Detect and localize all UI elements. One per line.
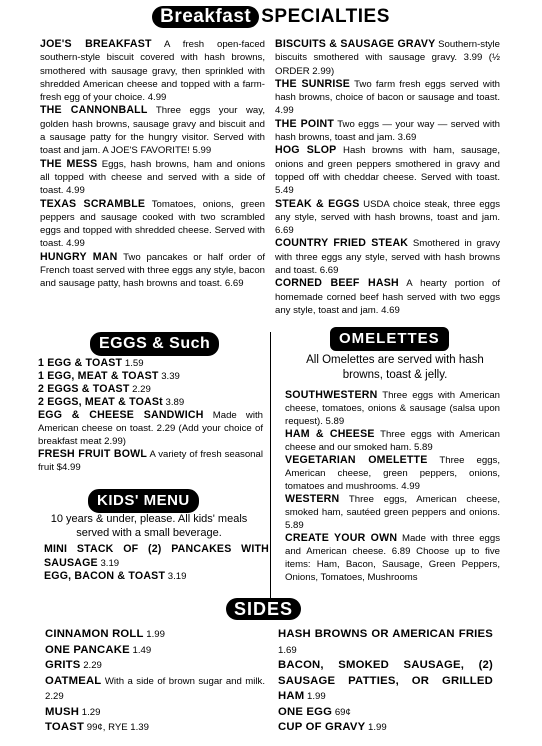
- menu-item: [45, 627, 265, 643]
- menu-item: [45, 720, 265, 736]
- menu-item: [38, 448, 263, 474]
- omelettes-section-header: [330, 327, 449, 351]
- menu-item-name: FRESH FRUIT BOWL: [38, 448, 148, 460]
- sides-right-column: [278, 627, 493, 736]
- menu-item: [38, 357, 263, 370]
- menu-item-name: COUNTRY FRIED STEAK: [275, 237, 409, 250]
- menu-item-name: ONE PANCAKE: [45, 643, 130, 656]
- menu-item-name: THE CANNONBALL: [40, 104, 148, 117]
- menu-item-desc: Two farm fresh eggs served with hash browns, choice of bacon or sausage and toast. 4.99: [275, 78, 500, 117]
- omelettes-header-label: OMELETTES: [330, 327, 449, 351]
- menu-item: [275, 237, 500, 277]
- menu-item-name: CREATE YOUR OWN: [285, 532, 398, 544]
- menu-item-name: HASH BROWNS OR AMERICAN FRIES: [278, 628, 493, 640]
- menu-item: [44, 543, 269, 570]
- menu-item-desc: Three eggs with American cheese, tomatoes, onions & sausage (salsa upon request). 5.89: [285, 390, 500, 427]
- menu-item-name: BACON, SMOKED SAUSAGE, (2) SAUSAGE PATTIES, OR GRILLED HAM: [278, 659, 493, 702]
- menu-item: [275, 144, 500, 197]
- sides-section-header: [226, 598, 301, 620]
- menu-item: [45, 643, 265, 659]
- menu-item-desc: 1.29: [81, 706, 101, 718]
- title-breakfast: Breakfast: [152, 6, 259, 28]
- kids-list: [44, 543, 269, 584]
- omelettes-note: All Omelettes are served with hash browns, toast & jelly.: [306, 354, 484, 381]
- menu-item-desc: A fresh open-faced southern-style biscuit covered with hash browns, smothered with sausage gravy, then sprinkled with shredded American cheese and topped with a farm-fresh egg of your choice. 4.99: [40, 39, 266, 104]
- menu-item: [275, 38, 500, 78]
- menu-item: [285, 428, 500, 454]
- menu-item-desc: Southern-style biscuits smothered with sausage gravy. 3.99 (½ ORDER 2.99): [275, 39, 501, 77]
- menu-item-desc: USDA choice steak, three eggs any style, served with hash browns, toast and jam. 6.69: [275, 198, 501, 237]
- menu-item-desc: Smothered in gravy with three eggs any style, served with hash browns and toast. 6.69: [275, 238, 501, 277]
- menu-item-desc: Three eggs, American cheese, green peppers, onions, tomatoes and mushrooms. 4.99: [285, 455, 501, 492]
- menu-item-desc: Three eggs, American cheese, smoked ham, sautéed green peppers and onions. 5.89: [285, 494, 500, 531]
- menu-item-name: EGG, BACON & TOAST: [44, 570, 166, 582]
- menu-item-name: THE SUNRISE: [275, 77, 350, 90]
- menu-item-name: SOUTHWESTERN: [285, 389, 378, 401]
- menu-item: [275, 118, 500, 145]
- menu-item-desc: Tomatoes, onions, green peppers and sausage cooked with two scrambled eggs and topped with shredded cheese. Served with toast. 4.99: [40, 198, 265, 250]
- menu-item-name: VEGETARIAN OMELETTE: [285, 454, 428, 466]
- menu-item: [40, 38, 265, 104]
- menu-item-name: WESTERN: [285, 493, 340, 505]
- menu-item-desc: Three eggs with American cheese and our smoked ham. 5.89: [285, 429, 500, 453]
- menu-item-name: CINNAMON ROLL: [45, 628, 144, 640]
- specialties-left-column: [40, 38, 265, 291]
- menu-item-name: MINI STACK OF (2) PANCAKES WITH SAUSAGE: [44, 543, 269, 569]
- menu-item-desc: 1.69: [278, 644, 297, 656]
- kids-header-label: KIDS' MENU: [88, 489, 199, 513]
- menu-item: [275, 78, 500, 118]
- menu-item-name: HUNGRY MAN: [40, 250, 118, 263]
- menu-item: [45, 705, 265, 721]
- menu-item-desc: 3.19: [167, 571, 187, 582]
- menu-item-desc: With a side of brown sugar and milk. 2.29: [45, 675, 265, 702]
- eggs-section-header: [90, 332, 219, 356]
- menu-item: [40, 104, 265, 157]
- menu-item-desc: 1.99: [146, 629, 165, 640]
- omelettes-list: [285, 389, 500, 584]
- menu-item-desc: 1.99: [368, 722, 387, 733]
- title-specialties: SPECIALTIES: [261, 6, 390, 27]
- menu-item-name: EGG & CHEESE SANDWICH: [38, 409, 204, 421]
- menu-item-desc: 1.49: [132, 644, 152, 656]
- menu-item: [278, 627, 493, 658]
- kids-section-header: [88, 489, 199, 513]
- menu-item-desc: 1.99: [307, 691, 326, 702]
- menu-item-name: GRITS: [45, 659, 81, 671]
- menu-item-name: 1 EGG, MEAT & TOAST: [38, 370, 159, 382]
- menu-item: [38, 370, 263, 383]
- menu-item: [44, 570, 269, 584]
- menu-item-desc: Made with three eggs and American cheese. 6.89 Choose up to five items: Ham, Bacon, Sausage, Green Peppers, Onions, Tomatoes, Mushrooms: [285, 533, 500, 583]
- menu-item-name: OATMEAL: [45, 674, 102, 687]
- menu-item-desc: Two eggs — your way — served with hash browns, toast and jam. 3.69: [275, 118, 500, 144]
- menu-item-desc: A hearty portion of homemade corned beef hash served with two eggs any style, toast and jam. 4.69: [275, 278, 501, 316]
- sides-left-column: [45, 627, 265, 736]
- menu-item: [40, 198, 265, 251]
- menu-item-desc: A variety of fresh seasonal fruit $4.99: [38, 449, 263, 473]
- menu-item: [275, 277, 500, 317]
- menu-item-name: CUP OF GRAVY: [278, 721, 366, 733]
- menu-item-name: HAM & CHEESE: [285, 428, 375, 440]
- menu-item: [40, 158, 265, 198]
- column-divider: [270, 332, 271, 607]
- menu-item: [275, 198, 500, 238]
- menu-item-name: HOG SLOP: [275, 144, 337, 157]
- menu-item: [38, 383, 263, 396]
- menu-item-name: THE MESS: [40, 157, 98, 170]
- menu-item-name: 2 EGGS & TOAST: [38, 383, 130, 395]
- menu-item-desc: 2.29: [132, 384, 151, 395]
- kids-note: 10 years & under, please. All kids' meals served with a small beverage.: [50, 513, 248, 539]
- menu-item-desc: 1.59: [124, 358, 144, 369]
- menu-item-desc: 3.39: [161, 371, 180, 382]
- menu-item-name: ONE EGG: [278, 705, 333, 718]
- menu-item: [278, 720, 493, 736]
- specialties-right-column: [275, 38, 500, 317]
- menu-item: [40, 251, 265, 291]
- menu-item-name: MUSH: [45, 705, 80, 718]
- menu-item-desc: Hash browns with ham, sausage, onions and green peppers smothered in gravy and topped off with cheddar cheese. Served with toast. 5.49: [275, 145, 500, 197]
- menu-item-desc: 2.29: [83, 660, 102, 671]
- menu-item-desc: 3.89: [165, 397, 185, 408]
- menu-item-desc: Eggs, hash browns, ham and onions all topped with cheese and served with a side of toast. 4.99: [40, 158, 265, 197]
- menu-item-name: 1 EGG & TOAST: [38, 357, 123, 369]
- menu-item-name: 2 EGGS, MEAT & TOASt: [38, 396, 163, 408]
- menu-item-name: TOAST: [45, 721, 85, 733]
- eggs-list: [38, 357, 263, 474]
- eggs-header-label: EGGS & Such: [90, 332, 219, 356]
- menu-item-desc: 69¢: [334, 706, 351, 718]
- menu-item: [38, 396, 263, 409]
- menu-item-desc: 3.19: [100, 557, 120, 569]
- menu-item-name: BISCUITS & SAUSAGE GRAVY: [275, 38, 436, 50]
- menu-item-name: STEAK & EGGS: [275, 197, 360, 210]
- menu-item: [45, 658, 265, 674]
- page-title: [0, 6, 542, 28]
- menu-item: [285, 454, 500, 493]
- sides-header-label: SIDES: [226, 598, 301, 620]
- menu-item-desc: 99¢, RYE 1.39: [86, 722, 149, 733]
- menu-item: [285, 389, 500, 428]
- menu-item-name: TEXAS SCRAMBLE: [40, 197, 146, 210]
- menu-item: [38, 409, 263, 448]
- menu-item: [278, 658, 493, 705]
- menu-item: [285, 493, 500, 532]
- menu-item-desc: Made with American cheese on toast. 2.29 (Add your choice of breakfast meat 2.99): [38, 410, 263, 447]
- menu-item-name: CORNED BEEF HASH: [275, 277, 399, 290]
- menu-item: [45, 674, 265, 705]
- menu-item-name: THE POINT: [275, 117, 335, 130]
- menu-item: [285, 532, 500, 584]
- menu-item: [278, 705, 493, 721]
- menu-item-name: JOE'S BREAKFAST: [40, 38, 152, 50]
- menu-item-desc: Two pancakes or half order of French toast served with three eggs any style, bacon and sausage patty, hash browns and toast. 6.69: [40, 251, 265, 290]
- menu-item-desc: Three eggs your way, golden hash browns, sausage gravy and biscuit and a sausage patty for the hungry visitor. Served with toast and jam. A JOE'S FAVORITE! 5.99: [40, 105, 265, 157]
